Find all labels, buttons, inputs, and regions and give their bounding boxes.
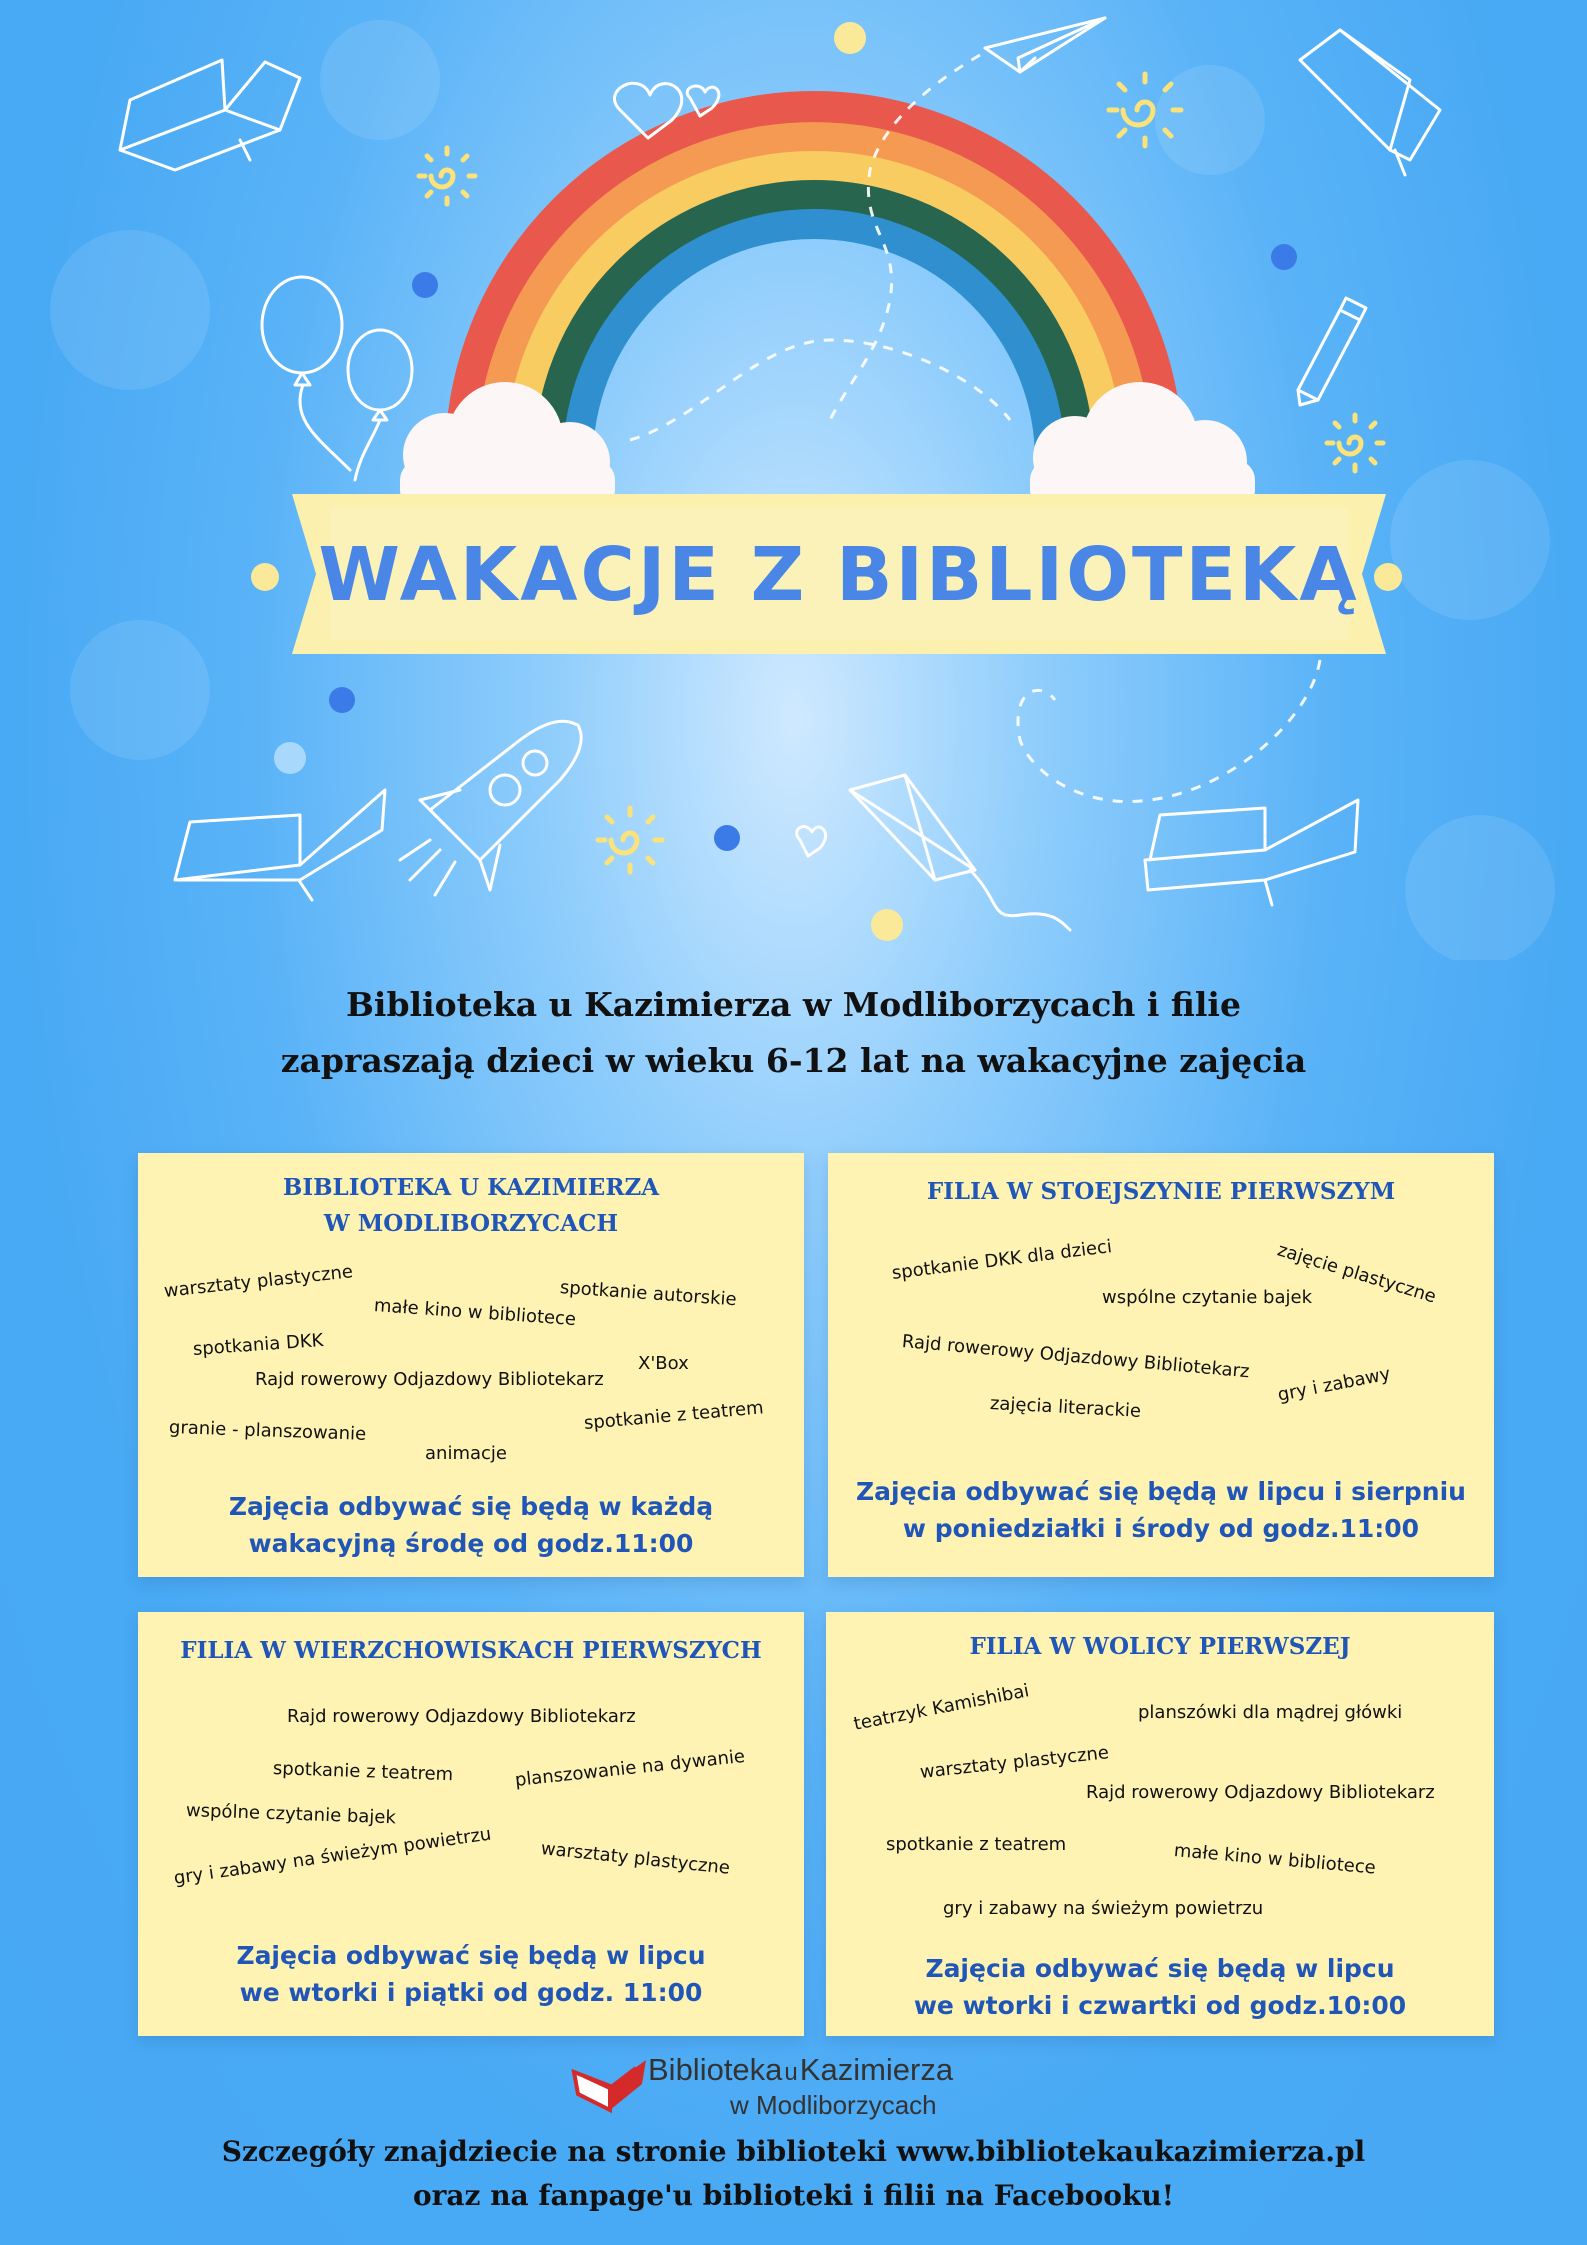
activity-item: spotkanie DKK dla dzieci bbox=[890, 1236, 1114, 1284]
library-logo bbox=[570, 2052, 1030, 2122]
schedule-text: Zajęcia odbywać się będą w lipcu i sierpniu bbox=[856, 1477, 1466, 1506]
activity-item: gry i zabawy bbox=[1275, 1363, 1393, 1406]
open-book-icon bbox=[1145, 800, 1358, 905]
book-logo-icon bbox=[570, 2054, 650, 2116]
card-title: BIBLIOTEKA U KAZIMIERZA bbox=[282, 1174, 660, 1201]
activity-item: wspólne czytanie bajek bbox=[1102, 1287, 1312, 1308]
activity-item: zajęcia literackie bbox=[989, 1393, 1142, 1422]
open-book-icon bbox=[1300, 30, 1440, 175]
open-book-icon bbox=[120, 60, 300, 170]
card-stojeszyn bbox=[828, 1153, 1494, 1577]
logo-name-part1: Biblioteka bbox=[648, 2052, 783, 2087]
card-wolica bbox=[826, 1612, 1494, 2036]
footer-line-1: Szczegóły znajdziecie na stronie biblioteki www.bibliotekaukazimierza.pl bbox=[221, 2135, 1366, 2168]
logo-name-part2: u bbox=[784, 2059, 798, 2086]
intro-line-1: Biblioteka u Kazimierza w Modliborzycach i filie bbox=[346, 985, 1241, 1024]
activity-item: Rajd rowerowy Odjazdowy Bibliotekarz bbox=[255, 1369, 604, 1390]
activity-item: małe kino w bibliotece bbox=[1173, 1840, 1377, 1879]
card-title: FILIA W STOEJSZYNIE PIERWSZYM bbox=[926, 1178, 1396, 1205]
activity-item: granie - planszowanie bbox=[168, 1417, 367, 1445]
card-title: FILIA W WIERZCHOWISKACH PIERWSZYCH bbox=[180, 1637, 762, 1664]
paper-plane-icon bbox=[985, 18, 1105, 72]
schedule-text: we wtorki i czwartki od godz.10:00 bbox=[913, 1991, 1407, 2020]
kite-icon bbox=[850, 775, 1070, 930]
rocket-icon bbox=[400, 721, 581, 895]
activity-item: zajęcie plastyczne bbox=[1274, 1239, 1439, 1308]
intro-line-2: zapraszają dzieci w wieku 6-12 lat na wakacyjne zajęcia bbox=[280, 1041, 1307, 1080]
activity-item: spotkanie z teatrem bbox=[583, 1397, 765, 1434]
activity-item: Rajd rowerowy Odjazdowy Bibliotekarz bbox=[901, 1331, 1251, 1383]
schedule-text: Zajęcia odbywać się będą w każdą bbox=[228, 1492, 714, 1521]
activity-item: spotkanie z teatrem bbox=[886, 1834, 1067, 1855]
logo-name-part3: Kazimierza bbox=[799, 2052, 954, 2087]
logo-subtitle: w Modliborzycach bbox=[730, 2090, 937, 2120]
schedule-text: Zajęcia odbywać się będą w lipcu bbox=[925, 1954, 1395, 1983]
activity-item: planszowanie na dywanie bbox=[513, 1745, 746, 1791]
activity-item: animacje bbox=[425, 1443, 507, 1464]
activity-item: warsztaty plastyczne bbox=[539, 1838, 731, 1879]
card-title: FILIA W WOLICY PIERWSZEJ bbox=[969, 1633, 1351, 1660]
footer-line-2: oraz na fanpage'u biblioteki i filii na Facebooku! bbox=[412, 2179, 1175, 2212]
activity-item: gry i zabawy na świeżym powietrzu bbox=[943, 1898, 1264, 1919]
activity-item: teatrzyk Kamishibai bbox=[851, 1680, 1031, 1735]
activity-item: Rajd rowerowy Odjazdowy Bibliotekarz bbox=[1086, 1782, 1435, 1803]
schedule-text: Zajęcia odbywać się będą w lipcu bbox=[236, 1941, 706, 1970]
activity-item: spotkania DKK bbox=[192, 1329, 325, 1360]
activity-item: spotkanie autorskie bbox=[559, 1277, 738, 1311]
page-title: WAKACJE Z BIBLIOTEKĄ bbox=[318, 532, 1360, 618]
header-illustration bbox=[0, 0, 1587, 960]
balloons-icon bbox=[262, 277, 412, 480]
schedule-text: w poniedziałki i środy od godz.11:00 bbox=[902, 1514, 1420, 1543]
rainbow-icon bbox=[461, 107, 1167, 460]
card-wierzchowiska bbox=[138, 1612, 804, 2036]
activity-item: wspólne czytanie bajek bbox=[185, 1800, 397, 1829]
activity-item: małe kino w bibliotece bbox=[373, 1295, 577, 1331]
activity-item: gry i zabawy na świeżym powietrzu bbox=[172, 1823, 493, 1889]
card-modliborzyce bbox=[138, 1153, 804, 1577]
activity-item: warsztaty plastyczne bbox=[918, 1742, 1110, 1783]
pencil-icon bbox=[1298, 298, 1366, 405]
activity-item: Rajd rowerowy Odjazdowy Bibliotekarz bbox=[287, 1706, 636, 1727]
schedule-text: we wtorki i piątki od godz. 11:00 bbox=[239, 1978, 703, 2007]
activity-item: planszówki dla mądrej główki bbox=[1138, 1702, 1403, 1723]
activity-item: X'Box bbox=[638, 1353, 689, 1374]
card-title: W MODLIBORZYCACH bbox=[323, 1210, 619, 1237]
schedule-text: wakacyjną środę od godz.11:00 bbox=[248, 1529, 694, 1558]
activity-item: spotkanie z teatrem bbox=[272, 1758, 454, 1786]
activity-item: warsztaty plastyczne bbox=[162, 1261, 354, 1302]
open-book-icon bbox=[175, 790, 385, 900]
